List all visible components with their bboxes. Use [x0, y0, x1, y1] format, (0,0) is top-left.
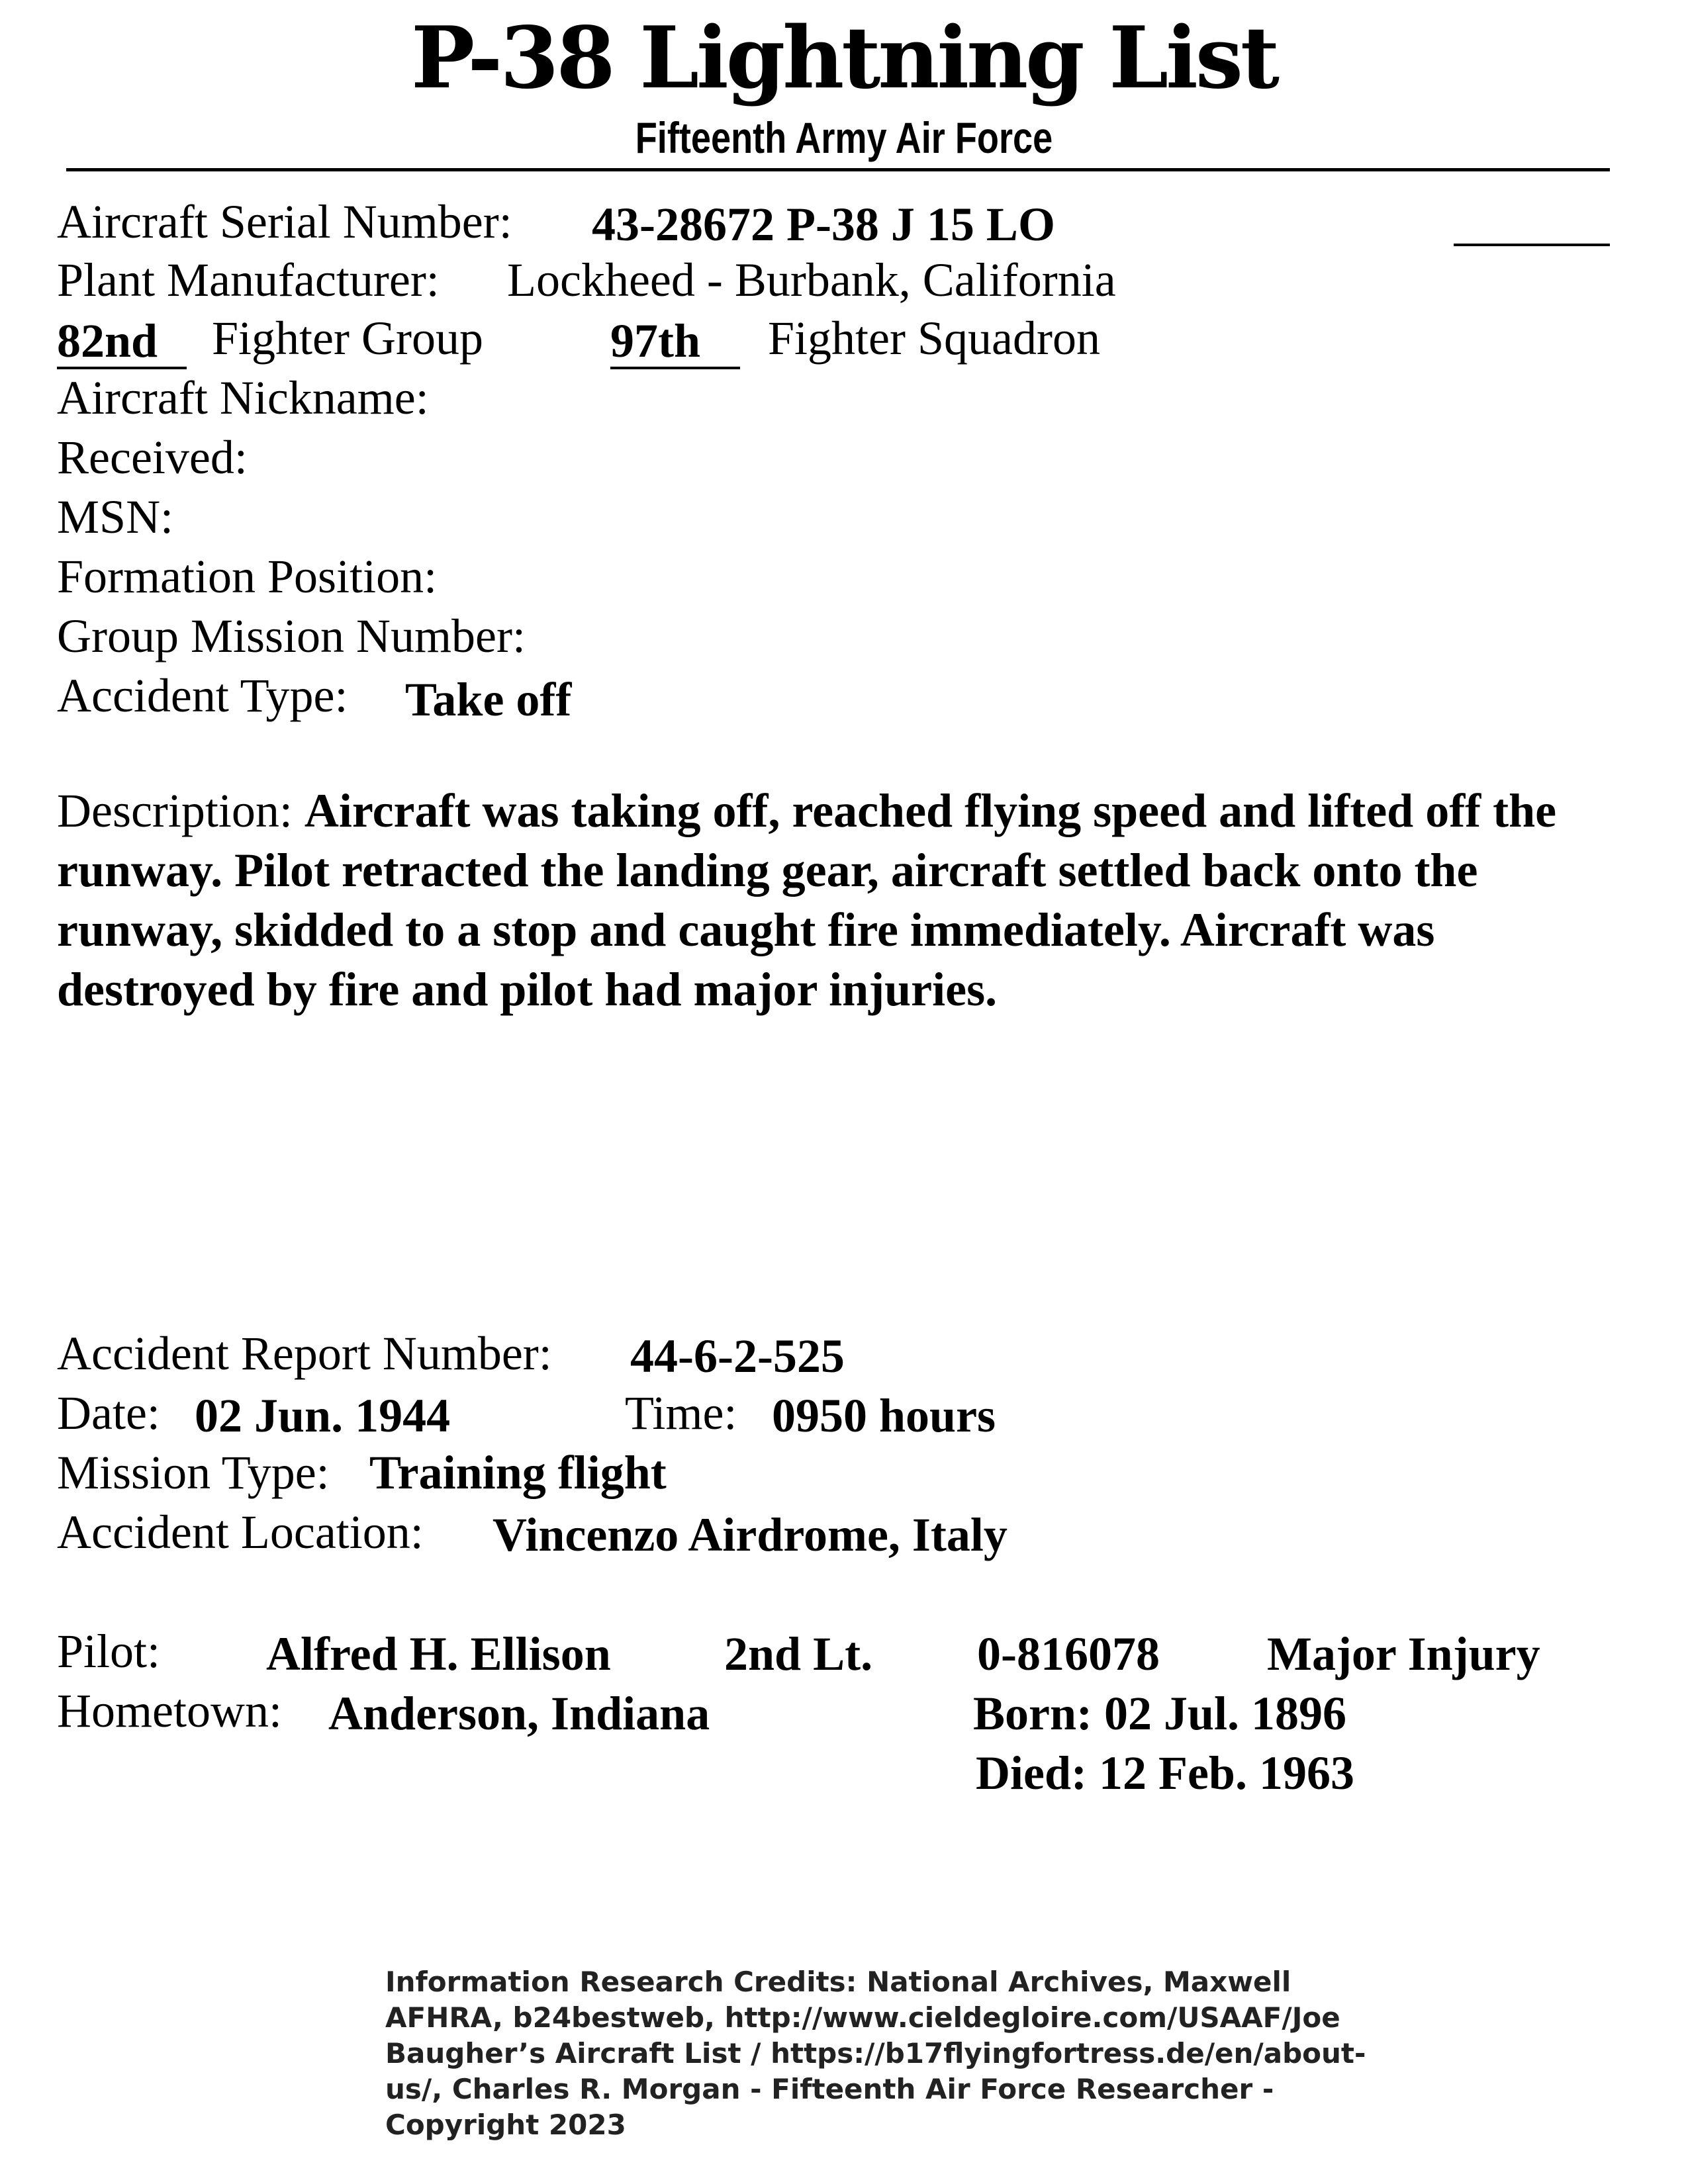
report-number-label: Accident Report Number:: [57, 1327, 552, 1380]
fighter-group-row: [57, 311, 187, 371]
page-subtitle: Fifteenth Army Air Force: [635, 113, 1053, 162]
research-credits: Information Research Credits: National Archives, Maxwell AFHRA, b24bestweb, http://www.cieldegloire.com/USAAF/Joe Baugher’s Aircraft List / https://b17flyingfortress.de/en/about-us/, Charles R. Morgan - Fifteenth Air Force Researcher - Copyright 2023: [385, 1966, 1366, 2141]
msn-label: MSN:: [57, 490, 174, 543]
accident-type-label: Accident Type:: [57, 669, 348, 722]
pilot-status: Major Injury: [1267, 1627, 1540, 1680]
mission-type-label: Mission Type:: [57, 1446, 330, 1499]
pilot-died: Died: 12 Feb. 1963: [976, 1747, 1354, 1799]
header-divider: [66, 168, 1610, 171]
formation-position-label: Formation Position:: [57, 550, 438, 603]
mission-type-value: Training flight: [369, 1446, 667, 1499]
group-mission-number-label: Group Mission Number:: [57, 610, 526, 662]
report-number-value: 44-6-2-525: [630, 1330, 845, 1383]
date-value: 02 Jun. 1944: [195, 1389, 451, 1442]
pilot-rank: 2nd Lt.: [724, 1627, 873, 1680]
manufacturer-label: Plant Manufacturer:: [57, 253, 440, 306]
pilot-name: Alfred H. Ellison: [266, 1627, 611, 1680]
serial-value: 43-28672 P-38 J 15 LO: [592, 198, 1055, 251]
time-value: 0950 hours: [772, 1389, 996, 1442]
pilot-label: Pilot:: [57, 1625, 161, 1678]
fighter-squadron-row: [610, 311, 740, 371]
serial-label: Aircraft Serial Number:: [57, 195, 512, 248]
accident-type-value: Take off: [405, 673, 572, 726]
hometown-label: Hometown:: [57, 1684, 282, 1737]
date-label: Date:: [57, 1387, 160, 1439]
time-label: Time:: [625, 1387, 737, 1439]
serial-blank-line: [1454, 244, 1610, 246]
hometown-value: Anderson, Indiana: [328, 1687, 710, 1740]
received-label: Received:: [57, 431, 248, 484]
nickname-label: Aircraft Nickname:: [57, 371, 429, 424]
fighter-squadron-label: Fighter Squadron: [768, 312, 1100, 365]
pilot-service-number: 0-816078: [977, 1627, 1160, 1680]
page-title: P-38 Lightning List: [411, 9, 1277, 108]
description-label: Description:: [57, 784, 293, 837]
fighter-squadron-value: 97th: [610, 315, 740, 369]
description-block: [57, 781, 1599, 1019]
accident-location-value: Vincenzo Airdrome, Italy: [492, 1508, 1008, 1561]
accident-location-label: Accident Location:: [57, 1506, 424, 1559]
description-text: Aircraft was taking off, reached flying speed and lifted off the runway. Pilot retracted the landing gear, aircraft settled back onto the runway, skidded to a stop and caught fire immediately. Aircraft was destroyed by fire and pilot had major injuries.: [57, 784, 1557, 1016]
fighter-group-label: Fighter Group: [212, 312, 483, 365]
manufacturer-value: Lockheed - Burbank, California: [507, 253, 1116, 306]
fighter-group-value: 82nd: [57, 315, 187, 369]
pilot-born: Born: 02 Jul. 1896: [973, 1687, 1347, 1740]
